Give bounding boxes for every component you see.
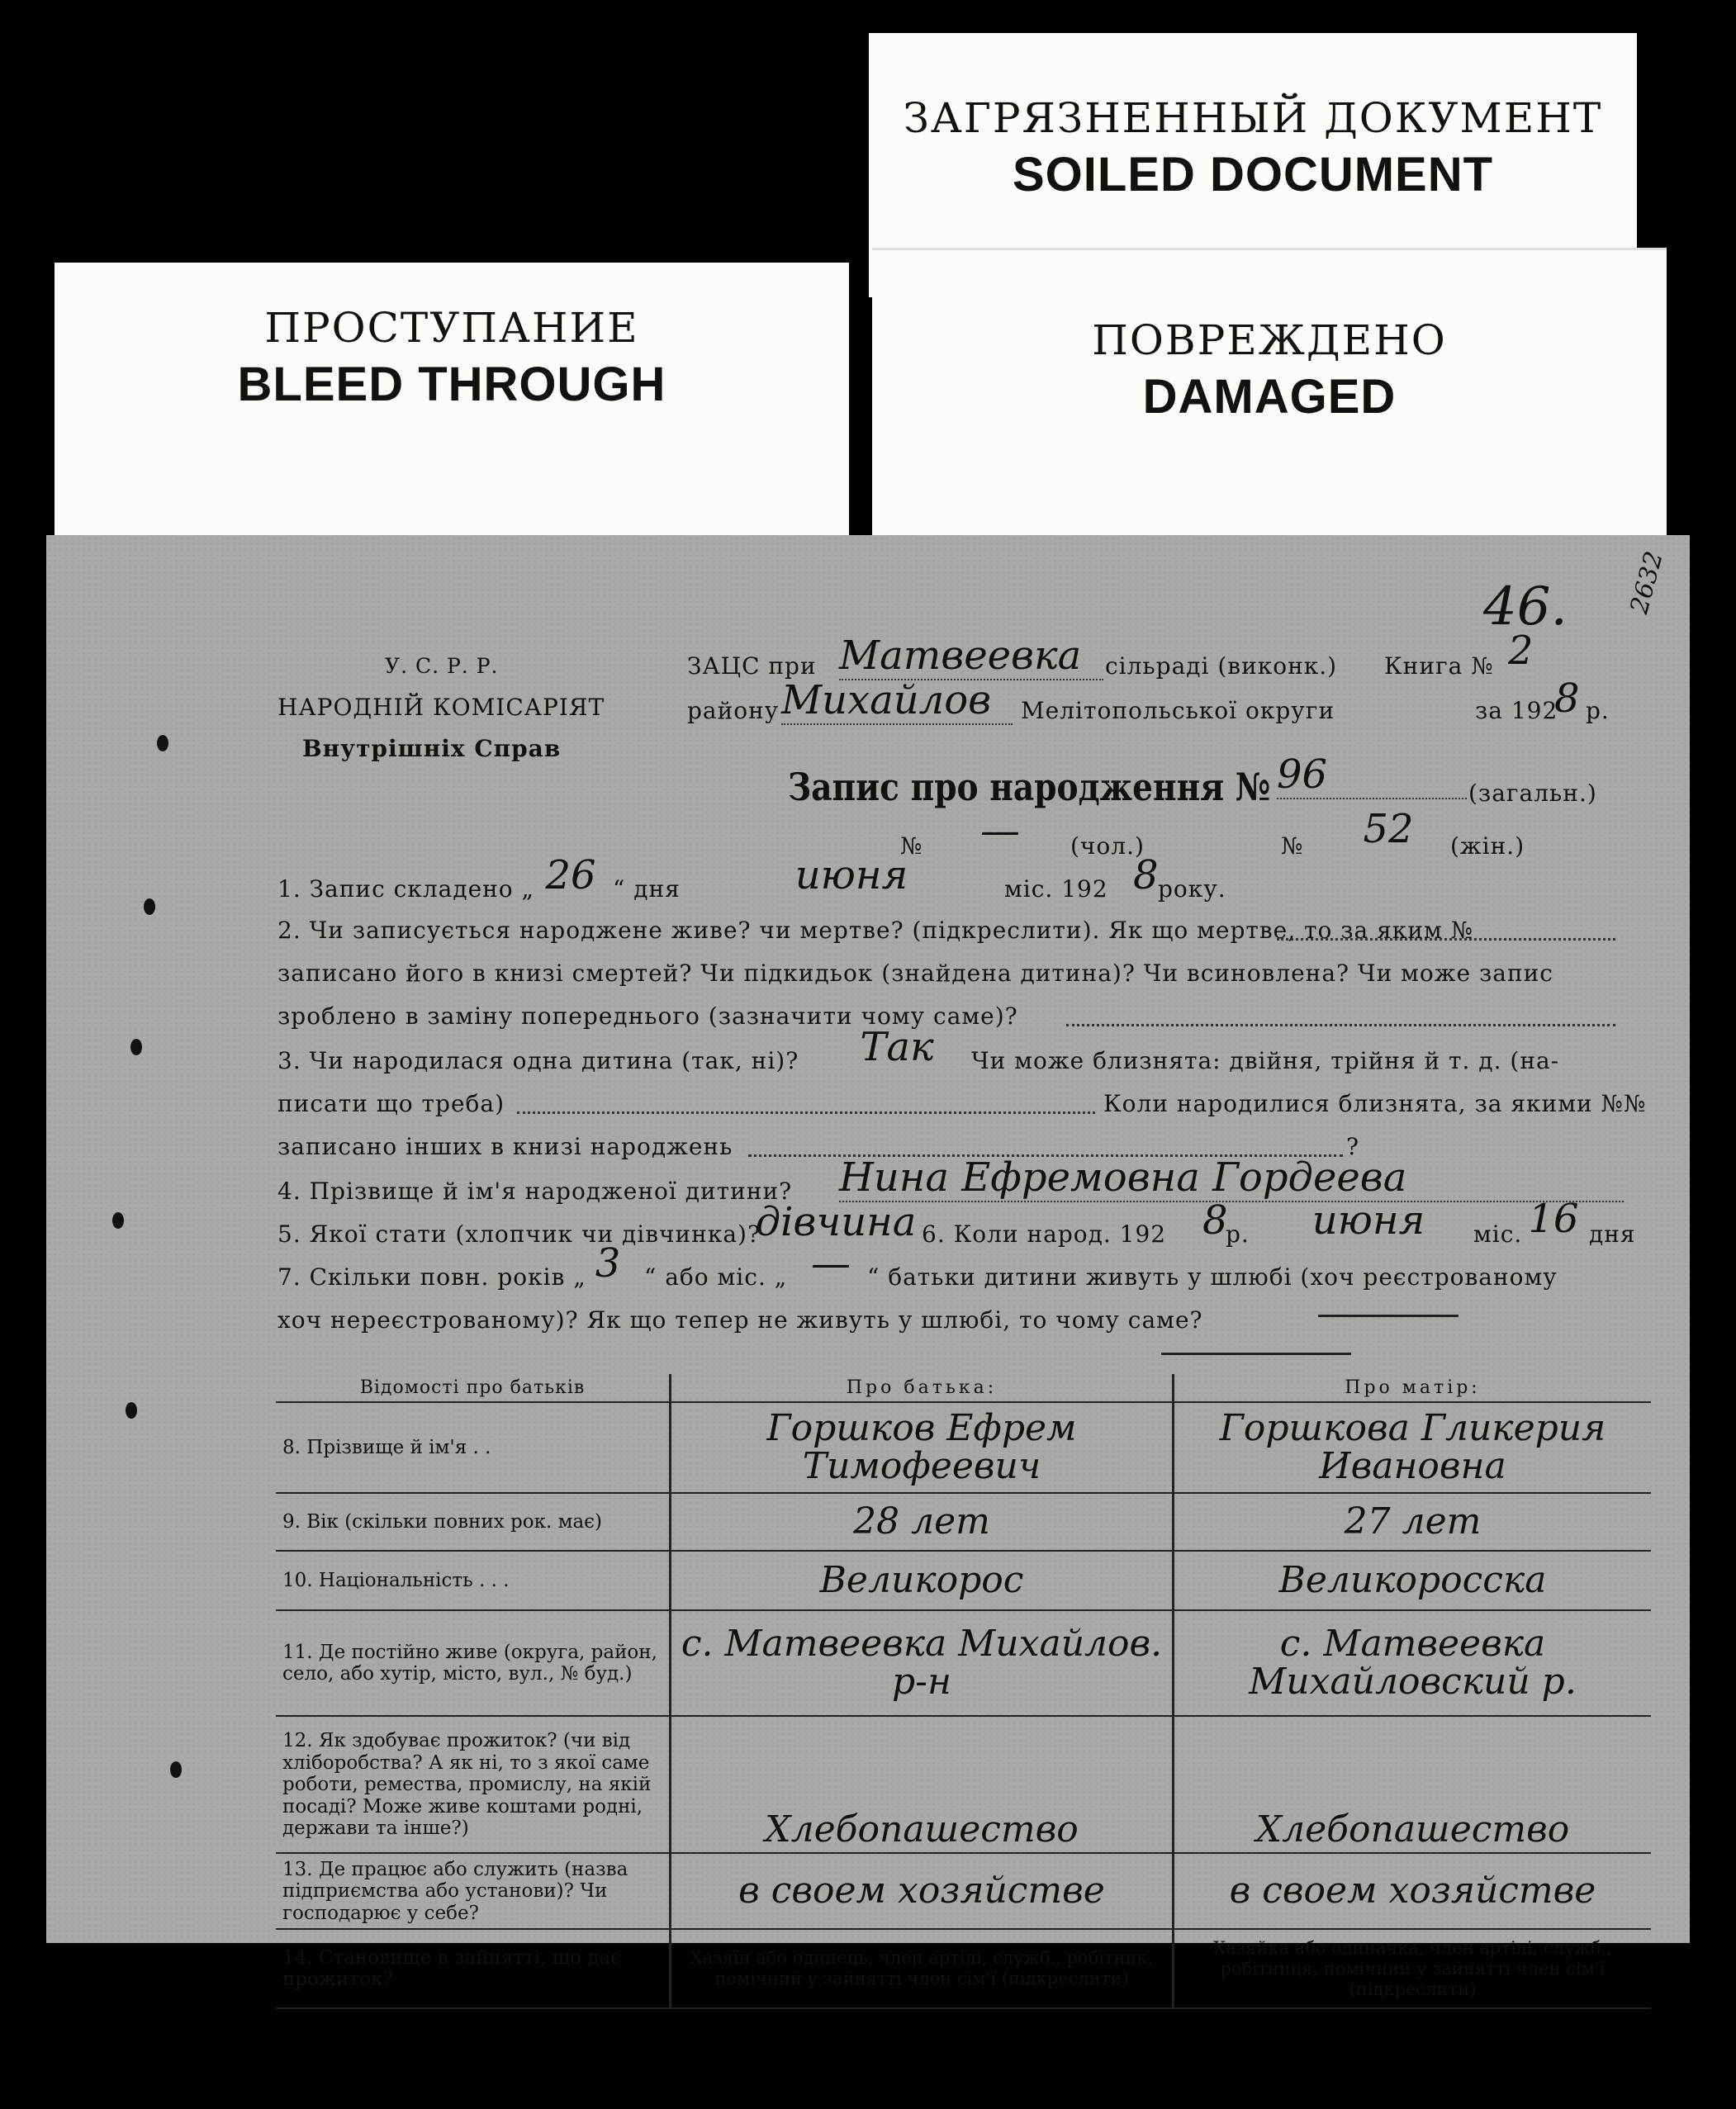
father-value: Горшков Ефрем Тимофеевич [671, 1402, 1174, 1493]
table-row [276, 1929, 1651, 2008]
q1-text-c: міс. 192 [1004, 875, 1108, 903]
header-ussr: У. С. Р. Р. [385, 654, 499, 678]
q2-dotted-line [1277, 938, 1615, 941]
row-label: 12. Як здобуває прожиток? (чи від хліборобства? А як ні, то з якої саме роботи, ремества, промислу, на якій посаді? Може живе коштами родні, держави та інше?) [276, 1716, 671, 1853]
male-label: (чол.) [1070, 832, 1145, 860]
table-row [276, 1402, 1651, 1493]
q1-day: 26 [545, 852, 596, 898]
q6-text-a: 6. Коли народ. 192 [922, 1220, 1167, 1248]
table-header-cell: Про батька: [671, 1374, 1174, 1402]
father-value: в своем хозяйстве [671, 1853, 1174, 1929]
soiled-card-ru: ЗАГРЯЗНЕННЫЙ ДОКУМЕНТ [903, 94, 1603, 142]
father-value: Великорос [671, 1551, 1174, 1610]
zags-village: Матвеевка [839, 633, 1103, 680]
father-value: с. Матвеевка Михайлов. р-н [671, 1610, 1174, 1716]
mother-value: Горшкова Гликерия Ивановна [1174, 1402, 1652, 1493]
male-number-label: № [900, 832, 923, 860]
bleed-card-ru: ПРОСТУПАНИЕ [264, 304, 639, 352]
q6-day: 16 [1528, 1196, 1579, 1242]
header-internal-affairs: Внутрішніх Справ [302, 735, 562, 762]
row-label: 14. Становище в зайнятті, що дає прожиток? [276, 1929, 671, 2008]
q6-month: июня [1311, 1197, 1425, 1244]
table-row [276, 1610, 1651, 1716]
record-number: 96 [1277, 751, 1467, 799]
q1-text-a: 1. Запис складено „ [277, 875, 535, 903]
damaged-card [872, 248, 1667, 539]
q5-sex: дівчина [755, 1199, 917, 1245]
row-label: 9. Вік (скільки повних рок. має) [276, 1493, 671, 1551]
table-row [276, 1716, 1651, 1853]
raion-label: району [687, 697, 780, 724]
year-label: за 192 [1475, 697, 1558, 724]
row-label: 13. Де працює або служить (назва підприємства або установи)? Чи господарює у себе? [276, 1853, 671, 1929]
q4-text: 4. Прізвище й ім'я народженої дитини? [277, 1178, 793, 1205]
q3-line2a: писати що треба) [277, 1090, 505, 1117]
record-title: Запис про народження № [788, 765, 1271, 809]
q1-text-b: “ дня [613, 875, 681, 903]
father-value: Хлебопашество [671, 1716, 1174, 1853]
q6-text-c: міс. [1473, 1220, 1523, 1248]
q2-line1: 2. Чи записується народжене живе? чи мертве? (підкреслити). Як що мертве, то за яким № [277, 917, 1474, 944]
q3-dotted-line [517, 1111, 1095, 1114]
q6-text-d: дня [1589, 1220, 1636, 1248]
book-number: 2 [1508, 628, 1534, 674]
parents-table [276, 1374, 1651, 2009]
punch-hole [130, 1039, 142, 1055]
book-label: Книга № [1384, 652, 1494, 680]
female-number-label: № [1281, 832, 1304, 860]
q3-text-b: Чи може близнята: двійня, трійня й т. д. (на- [971, 1047, 1560, 1074]
father-value: 28 лет [671, 1493, 1174, 1551]
damaged-card-ru: ПОВРЕЖДЕНО [1092, 316, 1447, 364]
punch-hole [144, 898, 155, 915]
mother-value: в своем хозяйстве [1174, 1853, 1652, 1929]
mother-value: Хлебопашество [1174, 1716, 1652, 1853]
table-row [276, 1493, 1651, 1551]
mother-value: 27 лет [1174, 1493, 1652, 1551]
corner-number: 46. [1483, 576, 1568, 637]
mother-value: с. Матвеевка Михайловский р. [1174, 1610, 1652, 1716]
table-header-cell: Про матір: [1174, 1374, 1652, 1402]
q7-line2: хоч нереєстрованому)? Як що тепер не живуть у шлюбі, то чому саме? [277, 1306, 1203, 1334]
table-row [276, 1853, 1651, 1929]
q7-text-a: 7. Скільки повн. років „ [277, 1263, 586, 1291]
birth-record-sheet [46, 535, 1690, 1999]
zags-label: ЗАЦС при [687, 652, 817, 680]
q1-year: 8 [1133, 852, 1159, 898]
punch-hole [112, 1212, 124, 1229]
punch-hole [126, 1402, 137, 1419]
record-general-label: (загальн.) [1468, 780, 1597, 807]
row-label: 8. Прізвище й ім'я . . [276, 1402, 671, 1493]
q3-answer: Так [860, 1024, 934, 1070]
table-header-cell: Відомості про батьків [276, 1374, 671, 1402]
okruga-label: Мелітопольської округи [1021, 697, 1335, 724]
table-header-row [276, 1374, 1651, 1402]
q7-months: — [811, 1240, 851, 1287]
table-row [276, 1551, 1651, 1610]
mother-value: Великоросска [1174, 1551, 1652, 1610]
soiled-card-en: SOILED DOCUMENT [1012, 148, 1494, 201]
corner-small-number: 2632 [1625, 548, 1669, 617]
q6-year: 8 [1202, 1197, 1228, 1244]
header-commissariat: НАРОДНІЙ КОМІСАРІЯТ [277, 694, 605, 721]
q4-child-name: Нина Ефремовна Гордеева [839, 1154, 1624, 1202]
q6-text-b: р. [1226, 1220, 1250, 1248]
punch-hole [157, 735, 168, 751]
q7-text-b: “ або міс. „ [644, 1263, 788, 1291]
row-label: 10. Національність . . . [276, 1551, 671, 1610]
q3-line3-end: ? [1346, 1133, 1360, 1160]
q7-dash [1161, 1353, 1351, 1355]
q7-years: 3 [595, 1240, 621, 1287]
father-occupation-options: Хазяїн або одинець, член артілі, служб., робітник, помічний у зайнятті член сім'ї (підкреслити) [671, 1929, 1174, 2008]
punch-hole [170, 1761, 182, 1778]
q5-text: 5. Якої стати (хлопчик чи дівчинка)? [277, 1220, 761, 1248]
q2-line3: зроблено в заміну попереднього (зазначити чому саме)? [277, 1002, 1018, 1030]
q2-dotted-line [1066, 1024, 1615, 1026]
q2-line2: записано його в книзі смертей? Чи підкидьок (знайдена дитина)? Чи всиновлена? Чи може запис [277, 960, 1553, 987]
year-value: 8 [1554, 675, 1580, 722]
q7-text-c: “ батьки дитини живуть у шлюбі (хоч реєстрованому [867, 1263, 1558, 1291]
raion-value: Михайлов [781, 677, 1013, 725]
female-label: (жін.) [1450, 832, 1525, 860]
year-suffix: р. [1586, 697, 1610, 724]
mother-occupation-options: Хазяйка або одиначка, член артілі, служб., робітниця, помічний у зайнятті член сім'ї (підкреслити) [1174, 1929, 1652, 2008]
bleed-through-card [55, 263, 849, 543]
male-number: — [980, 808, 1020, 854]
q3-line3: записано інших в книзі народжень [277, 1133, 733, 1160]
bleed-card-en: BLEED THROUGH [237, 358, 666, 411]
female-number: 52 [1363, 806, 1414, 852]
damaged-card-en: DAMAGED [1142, 370, 1397, 424]
q3-text-a: 3. Чи народилася одна дитина (так, ні)? [277, 1047, 799, 1074]
row-label: 11. Де постійно живе (округа, район, село, або хутір, місто, вул., № буд.) [276, 1610, 671, 1716]
q7-dash [1318, 1315, 1459, 1317]
q1-month: июня [794, 852, 908, 898]
selradi-label: сільраді (виконк.) [1105, 652, 1338, 680]
q1-text-d: року. [1158, 875, 1226, 903]
q3-line2b: Коли народилися близнята, за якими №№ [1103, 1090, 1647, 1117]
